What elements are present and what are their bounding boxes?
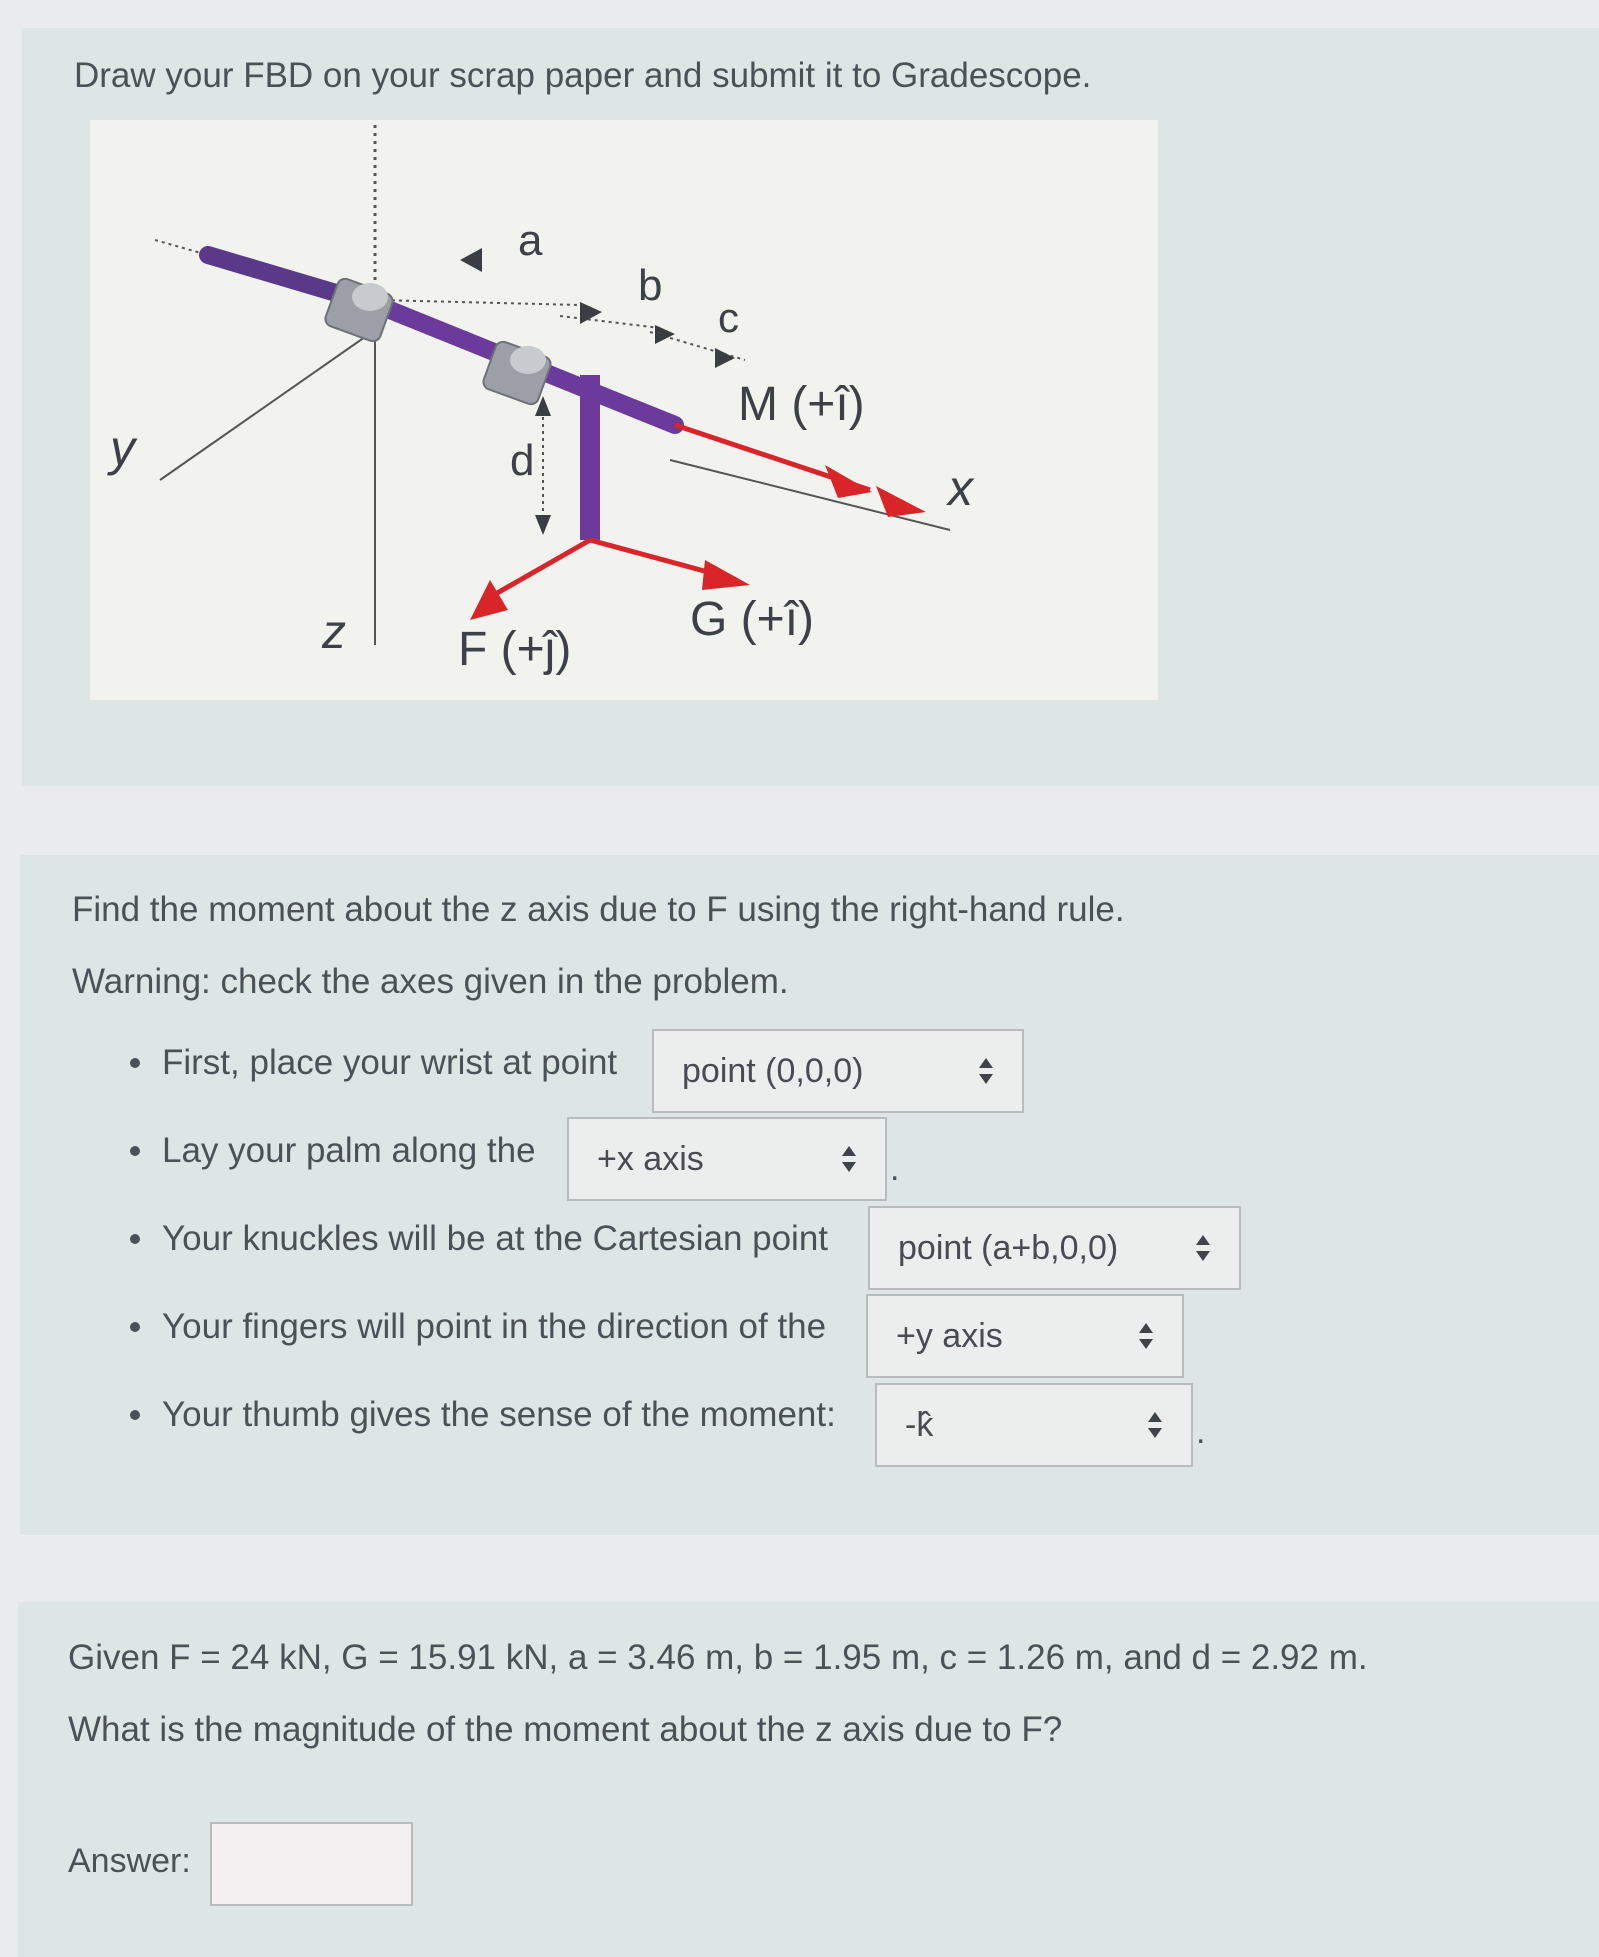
step-fingers-text: Your fingers will point in the direction of the [162,1307,827,1346]
bullet [130,1410,140,1420]
moment-M-arrowhead [825,465,872,498]
step-thumb-text: Your thumb gives the sense of the moment: [162,1395,836,1434]
bullet [130,1322,140,1332]
dim-d-arrow-down [535,515,551,535]
fingers-axis-select[interactable] [866,1294,1184,1378]
dim-a-arrow-right [580,302,602,324]
bullet [130,1058,140,1068]
moment-sense-select[interactable] [875,1383,1193,1467]
label-y: y [110,420,135,476]
wrist-point-value: point (0,0,0) [682,1051,864,1090]
fbd-figure [90,120,1158,700]
knuckles-point-value: point (a+b,0,0) [898,1228,1119,1267]
palm-axis-select[interactable] [567,1117,887,1201]
select-arrows-icon [1147,1410,1163,1440]
given-question: What is the magnitude of the moment about the z axis due to F? [68,1710,1063,1749]
dim-a-arrow-left [460,248,482,272]
label-b: b [638,261,663,310]
label-a: a [518,216,543,265]
step-knuckles [130,1196,1530,1282]
bullet [130,1234,140,1244]
given-statement: Given F = 24 kN, G = 15.91 kN, a = 3.46 m, b = 1.95 m, c = 1.26 m, and d = 2.92 m. [68,1638,1368,1677]
wrist-point-select[interactable] [652,1029,1024,1113]
label-G: G (+î) [690,593,815,646]
step-thumb [130,1372,1530,1458]
force-G-arrowhead [702,560,750,590]
dim-b-arrow [655,325,675,344]
select-arrows-icon [841,1144,857,1174]
select-arrows-icon [1138,1321,1154,1351]
fbd-diagram [90,120,1158,700]
step-fingers [130,1284,1530,1370]
palm-axis-value: +x axis [597,1139,704,1178]
moment-sense-value: -k̂ [905,1405,934,1444]
bullet [130,1146,140,1156]
step-wrist-text: First, place your wrist at point [162,1043,618,1082]
answer-input[interactable] [210,1822,413,1906]
force-F-arrowhead [470,580,508,620]
palm-trailing-period: . [890,1150,900,1188]
select-arrows-icon [1195,1233,1211,1263]
label-M: M (+î) [738,378,865,431]
label-d: d [510,436,535,485]
step-knuckles-text: Your knuckles will be at the Cartesian point [162,1219,829,1258]
force-F-arrow [485,540,590,600]
label-z: z [322,606,346,659]
thumb-trailing-period: . [1196,1413,1206,1451]
answer-label: Answer: [68,1842,191,1880]
select-arrows-icon [978,1056,994,1086]
fingers-axis-value: +y axis [896,1316,1003,1355]
step-palm-text: Lay your palm along the [162,1131,536,1170]
label-F: F (+ĵ) [458,623,572,676]
label-x: x [948,460,973,516]
knuckles-point-select[interactable] [868,1206,1241,1290]
dim-c-arrow [715,348,735,368]
rhr-question: Find the moment about the z axis due to F using the right-hand rule. [72,890,1125,929]
y-axis-line [160,330,375,480]
fbd-instruction: Draw your FBD on your scrap paper and submit it to Gradescope. [74,56,1092,95]
label-c: c [718,294,739,341]
dim-b-line [560,316,660,328]
rhr-warning: Warning: check the axes given in the problem. [72,962,789,1001]
dim-a-line [378,300,580,305]
